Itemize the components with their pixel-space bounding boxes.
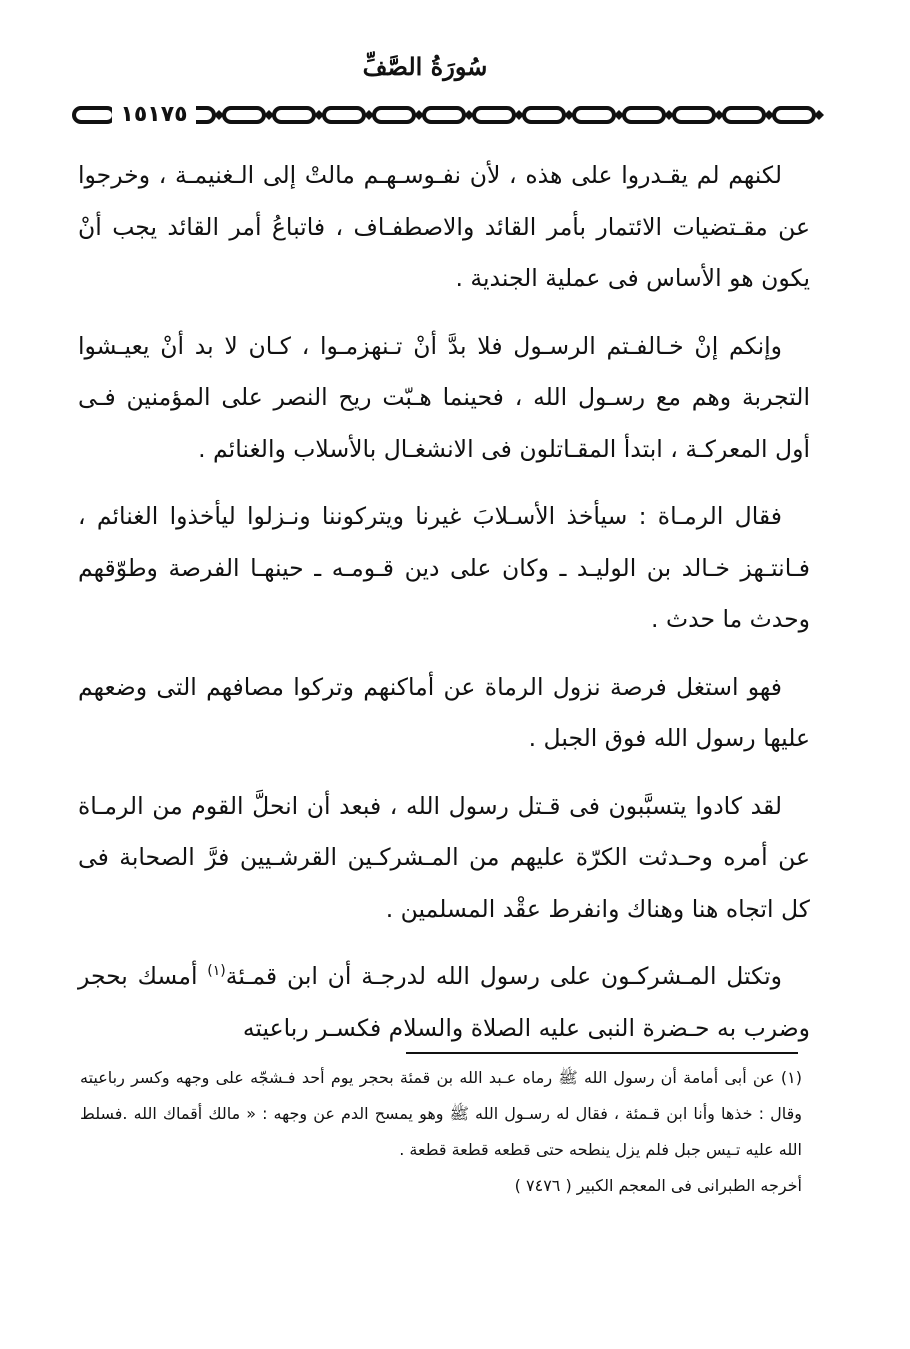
footnote-separator (406, 1052, 798, 1054)
chain-link (574, 108, 614, 122)
chain-link (274, 108, 314, 122)
paragraph: فهو استغل فرصة نزول الرماة عن أماكنهم وتركوا مصافهم التى وضعهم عليها رسول الله فوق الجبل . (78, 672, 810, 752)
paragraph: وإنكم إنْ خـالفـتم الرسـول فلا بدَّ أنْ تـنهزمـوا ، كـان لا بد أنْ يعيـشوا التجربة وهم مع رسـول الله ، فحينما هـبّت ريح النصر على المؤمنين فـى أول المعركـة ، ابتدأ المقـاتلون فى الانشغـال بالأسلاب والغنائم . (78, 331, 810, 463)
chain-link (224, 108, 264, 122)
footnotes (80, 1060, 802, 1204)
chain-link (324, 108, 364, 122)
paragraph: لقد كادوا يتسبَّبون فى قـتل رسول الله ، فبعد أن انحلَّ القوم من الرمـاة عن أمره وحـدثت الكرّة عليهم من المـشركـين القرشـيين فرَّ الصحابة فى كل اتجاه هنا وهناك وانفرط عقْد المسلمين . (78, 791, 810, 923)
chain-link (474, 108, 514, 122)
paragraph-text: أمسك بحجر وضرب به حـضرة النبى عليه الصلاة والسلام فكسـر رباعيته (78, 962, 810, 1042)
chain-link (74, 108, 114, 122)
chain-link (774, 108, 814, 122)
body-text (78, 150, 810, 1054)
paragraph-text: وتكتل المـشركـون على رسول الله لدرجـة أن ابن قمـئة (225, 962, 783, 990)
chain-link (624, 108, 664, 122)
chain-link (674, 108, 714, 122)
chain-diamond (814, 110, 824, 120)
footnote-marker[interactable]: (١) (207, 963, 226, 980)
page-number: ١٥١٧٥ (112, 100, 196, 130)
paragraph (78, 951, 810, 1054)
paragraph: لكنهم لم يقـدروا على هذه ، لأن نفـوسـهـم مالتْ إلى الـغنيمـة ، وخرجوا عن مقـتضيات الائتمار بأمر القائد والاصطفـاف ، فاتباعُ أمر القائد يجب أنْ يكون هو الأساس فى عملية الجندية . (78, 161, 810, 292)
surah-title: سُورَةُ الصَّفِّ (362, 52, 488, 81)
footnote: (١) عن أبى أمامة أن رسول الله ﷺ رماه عـبد الله بن قمئة بحجر يوم أحد فـشجّه على وجهه وكسر رباعيته وقال : خذها وأنا ابن قـمئة ، فقال له رسـول الله ﷺ وهو يمسح الدم عن وجهه : « مالك أقماك الله .فسلط الله عليه تـيس جبل فلم يزل ينطحه حتى قطعه قطعة قطعة . (80, 1068, 802, 1159)
chain-link (374, 108, 414, 122)
chain-link (524, 108, 564, 122)
chain-link (424, 108, 464, 122)
paragraph: فقال الرمـاة : سيأخذ الأسـلابَ غيرنا ويتركوننا ونـزلوا ليأخذوا الغنائم ، فـانتـهز خـالد بن الوليـد ـ وكان على دين قـومـه ـ حينهـا الفرصة وطوّقهم وحدث ما حدث . (78, 502, 810, 633)
chain-link (724, 108, 764, 122)
footnote-source: أخرجه الطبرانى فى المعجم الكبير ( ٧٤٧٦ ) (514, 1176, 802, 1195)
